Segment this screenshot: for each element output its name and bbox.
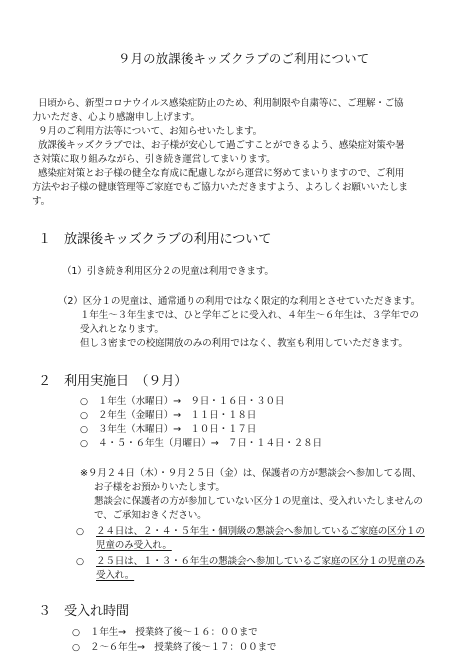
schedule-item: ２年生（金曜日）→ １１日・１８日 xyxy=(98,410,257,421)
note-line: で、ご承知おきください。 xyxy=(94,510,207,521)
schedule-item: ４・５・６年生（月曜日）→ ７日・１４日・２８日 xyxy=(98,438,322,449)
section1-item2-line: １年生～３年生までは、ひと学年ごとに受入れ、４年生～６年生は、３学年での xyxy=(80,310,419,321)
section1-heading: １ 放課後キッズクラブの利用について xyxy=(38,232,272,247)
bullet-icon: ○ xyxy=(80,396,88,407)
time-item: １年生→ 授業終了後～１６：００まで xyxy=(90,627,258,638)
intro-line: 日頃から、新型コロナウイルス感染症防止のため、利用制限や自粛等に、ご理解・ご協 xyxy=(38,98,404,109)
schedule-item: １年生（水曜日）→ ９日・１６日・３０日 xyxy=(98,396,285,407)
section1-item1: （1）引き続き利用区分２の児童は利用できます。 xyxy=(62,266,274,277)
section1-item2-line: 受入れとなります。 xyxy=(80,324,164,335)
bullet-icon: ○ xyxy=(76,526,84,537)
intro-line: 方法やお子様の健康管理等ご家庭でもご協力いただきますよう、よろしくお願いいたしま xyxy=(32,182,408,193)
intro-line: ９月のご利用方法等について、お知らせいたします。 xyxy=(38,126,263,137)
section1-item2-line: 但し３密までの校庭開放のみの利用ではなく、教室も利用していただきます。 xyxy=(80,338,408,349)
special-note-line: ２５日は、１・３・６年生の懇談会へ参加しているご家庭の区分１の児童のみ xyxy=(96,556,425,567)
note-line: ※９月２４日（木）・９月２５日（金）は、保護者の方が懇談会へ参加してる間、 xyxy=(80,468,422,479)
bullet-icon: ○ xyxy=(80,438,88,449)
special-note-line: 児童のみ受入れ。 xyxy=(96,540,172,551)
intro-line: さ対策に取り組みながら、引き続き運営してまいります。 xyxy=(32,154,276,165)
intro-line: す。 xyxy=(32,196,51,207)
intro-line: 感染症対策とお子様の健全な育成に配慮しながら運営に努めてまいりますので、ご利用 xyxy=(38,168,405,179)
bullet-icon: ○ xyxy=(72,642,80,653)
special-note-line: 受入れ。 xyxy=(96,570,135,581)
intro-line: 力いただき、心より感謝申し上げます。 xyxy=(32,112,200,123)
section2-heading: ２ 利用実施日 （９月） xyxy=(38,374,188,389)
bullet-icon: ○ xyxy=(76,556,84,567)
section1-item2-line: （2）区分１の児童は、通常通りの利用ではなく限定的な利用とさせていただきます。 xyxy=(58,296,421,307)
document-title: ９月の放課後キッズクラブのご利用について xyxy=(118,51,370,66)
intro-line: 放課後キッズクラブでは、お子様が安心して過ごすことができるよう、感染症対策や暑 xyxy=(38,140,405,151)
note-line: 懇談会に保護者の方が参加していない区分１の児童は、受入れいたしませんの xyxy=(94,496,423,507)
section3-heading: ３ 受入れ時間 xyxy=(38,604,129,619)
bullet-icon: ○ xyxy=(80,424,88,435)
schedule-item: ３年生（木曜日）→ １０日・１７日 xyxy=(98,424,257,435)
bullet-icon: ○ xyxy=(72,627,80,638)
special-note-line: ２４日は、２・４・５年生・個別級の懇談会へ参加しているご家庭の区分１の xyxy=(96,526,425,537)
bullet-icon: ○ xyxy=(80,410,88,421)
note-line: お子様をお預かりいたします。 xyxy=(94,482,225,493)
time-item: ２～６年生→ 授業終了後～１７：００まで xyxy=(90,642,277,653)
